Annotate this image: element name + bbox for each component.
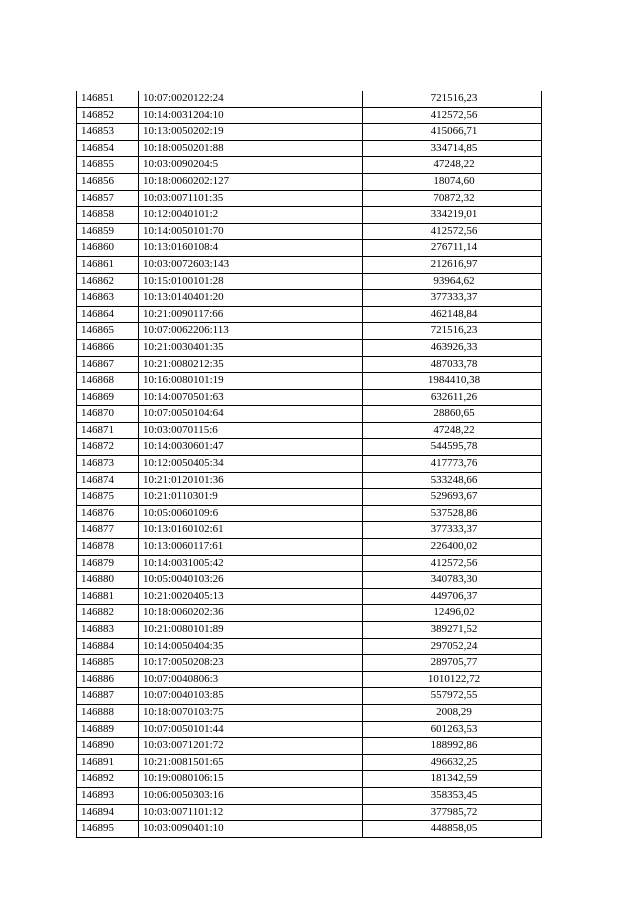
row-number-cell: 146875: [77, 489, 139, 506]
cadastral-number-cell: 10:21:0080212:35: [139, 356, 363, 373]
cadastral-number-cell: 10:06:0050303:16: [139, 787, 363, 804]
table-row: [77, 91, 542, 107]
cadastral-number-cell: 10:14:0050404:35: [139, 638, 363, 655]
table-row: [77, 173, 542, 190]
row-number-cell: 146872: [77, 439, 139, 456]
amount-cell: 544595,78: [363, 439, 542, 456]
amount-cell: 47248,22: [363, 157, 542, 174]
cadastral-number-cell: 10:21:0120101:36: [139, 472, 363, 489]
table-row: [77, 588, 542, 605]
amount-cell: 289705,77: [363, 655, 542, 672]
cadastral-number-cell: 10:07:0050101:44: [139, 721, 363, 738]
cadastral-number-cell: 10:07:0062206:113: [139, 323, 363, 340]
amount-cell: 12496,02: [363, 605, 542, 622]
amount-cell: 601263,53: [363, 721, 542, 738]
table-row: [77, 655, 542, 672]
table-row: [77, 456, 542, 473]
row-number-cell: 146874: [77, 472, 139, 489]
row-number-cell: 146857: [77, 190, 139, 207]
row-number-cell: 146873: [77, 456, 139, 473]
amount-cell: 537528,86: [363, 505, 542, 522]
table-row: [77, 522, 542, 539]
amount-cell: 188992,86: [363, 738, 542, 755]
table-row: [77, 688, 542, 705]
amount-cell: 377333,37: [363, 522, 542, 539]
cadastral-number-cell: 10:03:0071101:35: [139, 190, 363, 207]
table-row: [77, 505, 542, 522]
amount-cell: 212616,97: [363, 256, 542, 273]
cadastral-number-cell: 10:07:0040103:85: [139, 688, 363, 705]
table-row: [77, 754, 542, 771]
row-number-cell: 146853: [77, 124, 139, 141]
amount-cell: 721516,23: [363, 91, 542, 107]
table-row: [77, 323, 542, 340]
table-row: [77, 721, 542, 738]
table-row: [77, 223, 542, 240]
row-number-cell: 146856: [77, 173, 139, 190]
cadastral-number-cell: 10:21:0090117:66: [139, 306, 363, 323]
amount-cell: 529693,67: [363, 489, 542, 506]
row-number-cell: 146851: [77, 91, 139, 107]
row-number-cell: 146879: [77, 555, 139, 572]
cadastral-number-cell: 10:21:0110301:9: [139, 489, 363, 506]
amount-cell: 412572,56: [363, 107, 542, 124]
row-number-cell: 146895: [77, 821, 139, 838]
amount-cell: 70872,32: [363, 190, 542, 207]
cadastral-number-cell: 10:17:0050208:23: [139, 655, 363, 672]
row-number-cell: 146859: [77, 223, 139, 240]
amount-cell: 2008,29: [363, 704, 542, 721]
row-number-cell: 146862: [77, 273, 139, 290]
row-number-cell: 146887: [77, 688, 139, 705]
table-row: [77, 489, 542, 506]
amount-cell: 226400,02: [363, 539, 542, 556]
cadastral-number-cell: 10:21:0080101:89: [139, 622, 363, 639]
amount-cell: 448858,05: [363, 821, 542, 838]
row-number-cell: 146855: [77, 157, 139, 174]
table-row: [77, 140, 542, 157]
cadastral-number-cell: 10:07:0020122:24: [139, 91, 363, 107]
table-row: [77, 273, 542, 290]
table-row: [77, 572, 542, 589]
table-row: [77, 406, 542, 423]
amount-cell: 340783,30: [363, 572, 542, 589]
row-number-cell: 146854: [77, 140, 139, 157]
cadastral-number-cell: 10:07:0050104:64: [139, 406, 363, 423]
table-row: [77, 804, 542, 821]
row-number-cell: 146868: [77, 373, 139, 390]
amount-cell: 557972,55: [363, 688, 542, 705]
row-number-cell: 146892: [77, 771, 139, 788]
row-number-cell: 146880: [77, 572, 139, 589]
cadastral-number-cell: 10:03:0071101:12: [139, 804, 363, 821]
amount-cell: 417773,76: [363, 456, 542, 473]
row-number-cell: 146881: [77, 588, 139, 605]
amount-cell: 412572,56: [363, 555, 542, 572]
row-number-cell: 146885: [77, 655, 139, 672]
table-row: [77, 157, 542, 174]
row-number-cell: 146889: [77, 721, 139, 738]
row-number-cell: 146894: [77, 804, 139, 821]
table-row: [77, 671, 542, 688]
table-row: [77, 107, 542, 124]
row-number-cell: 146861: [77, 256, 139, 273]
cadastral-number-cell: 10:18:0060202:127: [139, 173, 363, 190]
cadastral-number-cell: 10:05:0060109:6: [139, 505, 363, 522]
cadastral-number-cell: 10:03:0070115:6: [139, 422, 363, 439]
row-number-cell: 146888: [77, 704, 139, 721]
table-row: [77, 787, 542, 804]
row-number-cell: 146886: [77, 671, 139, 688]
row-number-cell: 146865: [77, 323, 139, 340]
amount-cell: 487033,78: [363, 356, 542, 373]
cadastral-number-cell: 10:18:0060202:36: [139, 605, 363, 622]
row-number-cell: 146858: [77, 207, 139, 224]
row-number-cell: 146869: [77, 389, 139, 406]
table-row: [77, 622, 542, 639]
table-row: [77, 638, 542, 655]
cadastral-number-cell: 10:14:0050101:70: [139, 223, 363, 240]
cadastral-number-cell: 10:12:0050405:34: [139, 456, 363, 473]
cadastral-number-cell: 10:18:0070103:75: [139, 704, 363, 721]
amount-cell: 377333,37: [363, 290, 542, 307]
table-row: [77, 539, 542, 556]
row-number-cell: 146877: [77, 522, 139, 539]
cadastral-number-cell: 10:21:0020405:13: [139, 588, 363, 605]
cadastral-number-cell: 10:13:0050202:19: [139, 124, 363, 141]
table-row: [77, 306, 542, 323]
cadastral-number-cell: 10:14:0031204:10: [139, 107, 363, 124]
row-number-cell: 146883: [77, 622, 139, 639]
table-row: [77, 555, 542, 572]
row-number-cell: 146863: [77, 290, 139, 307]
cadastral-number-cell: 10:14:0031005:42: [139, 555, 363, 572]
table-row: [77, 356, 542, 373]
amount-cell: 181342,59: [363, 771, 542, 788]
cadastral-number-cell: 10:21:0030401:35: [139, 339, 363, 356]
cadastral-number-cell: 10:07:0040806:3: [139, 671, 363, 688]
amount-cell: 721516,23: [363, 323, 542, 340]
amount-cell: 334219,01: [363, 207, 542, 224]
row-number-cell: 146871: [77, 422, 139, 439]
cadastral-number-cell: 10:21:0081501:65: [139, 754, 363, 771]
table-row: [77, 256, 542, 273]
amount-cell: 18074,60: [363, 173, 542, 190]
amount-cell: 389271,52: [363, 622, 542, 639]
cadastral-number-cell: 10:13:0160102:61: [139, 522, 363, 539]
amount-cell: 377985,72: [363, 804, 542, 821]
table-row: [77, 290, 542, 307]
amount-cell: 462148,84: [363, 306, 542, 323]
table-row: [77, 389, 542, 406]
row-number-cell: 146878: [77, 539, 139, 556]
amount-cell: 1010122,72: [363, 671, 542, 688]
amount-cell: 276711,14: [363, 240, 542, 257]
cadastral-number-cell: 10:18:0050201:88: [139, 140, 363, 157]
table-row: [77, 472, 542, 489]
cadastral-number-cell: 10:13:0060117:61: [139, 539, 363, 556]
amount-cell: 463926,33: [363, 339, 542, 356]
amount-cell: 415066,71: [363, 124, 542, 141]
row-number-cell: 146884: [77, 638, 139, 655]
row-number-cell: 146864: [77, 306, 139, 323]
cadastral-number-cell: 10:12:0040101:2: [139, 207, 363, 224]
table-row: [77, 439, 542, 456]
table-row: [77, 605, 542, 622]
cadastral-number-cell: 10:03:0072603:143: [139, 256, 363, 273]
table-row: [77, 124, 542, 141]
row-number-cell: 146891: [77, 754, 139, 771]
table-row: [77, 738, 542, 755]
cadastral-number-cell: 10:19:0080106:15: [139, 771, 363, 788]
cadastral-number-cell: 10:16:0080101:19: [139, 373, 363, 390]
cadastral-number-cell: 10:05:0040103:26: [139, 572, 363, 589]
cadastral-number-cell: 10:13:0160108:4: [139, 240, 363, 257]
cadastral-number-cell: 10:03:0090204:5: [139, 157, 363, 174]
row-number-cell: 146866: [77, 339, 139, 356]
row-number-cell: 146867: [77, 356, 139, 373]
table-row: [77, 240, 542, 257]
table-row: [77, 704, 542, 721]
amount-cell: 1984410,38: [363, 373, 542, 390]
table-row: [77, 422, 542, 439]
amount-cell: 632611,26: [363, 389, 542, 406]
cadastral-number-cell: 10:03:0090401:10: [139, 821, 363, 838]
row-number-cell: 146882: [77, 605, 139, 622]
amount-cell: 93964,62: [363, 273, 542, 290]
amount-cell: 533248,66: [363, 472, 542, 489]
cadastral-number-cell: 10:03:0071201:72: [139, 738, 363, 755]
table-row: [77, 190, 542, 207]
amount-cell: 297052,24: [363, 638, 542, 655]
table-row: [77, 373, 542, 390]
cadastral-number-cell: 10:14:0070501:63: [139, 389, 363, 406]
amount-cell: 28860,65: [363, 406, 542, 423]
cadastral-number-cell: 10:15:0100101:28: [139, 273, 363, 290]
table-row: [77, 207, 542, 224]
amount-cell: 47248,22: [363, 422, 542, 439]
cadastral-number-cell: 10:14:0030601:47: [139, 439, 363, 456]
amount-cell: 449706,37: [363, 588, 542, 605]
table-row: [77, 821, 542, 838]
row-number-cell: 146876: [77, 505, 139, 522]
amount-cell: 358353,45: [363, 787, 542, 804]
table-row: [77, 339, 542, 356]
records-table: [76, 91, 542, 838]
cadastral-number-cell: 10:13:0140401:20: [139, 290, 363, 307]
row-number-cell: 146893: [77, 787, 139, 804]
row-number-cell: 146852: [77, 107, 139, 124]
table-row: [77, 771, 542, 788]
amount-cell: 412572,56: [363, 223, 542, 240]
amount-cell: 334714,85: [363, 140, 542, 157]
table-body: [77, 91, 542, 837]
row-number-cell: 146890: [77, 738, 139, 755]
amount-cell: 496632,25: [363, 754, 542, 771]
row-number-cell: 146860: [77, 240, 139, 257]
row-number-cell: 146870: [77, 406, 139, 423]
